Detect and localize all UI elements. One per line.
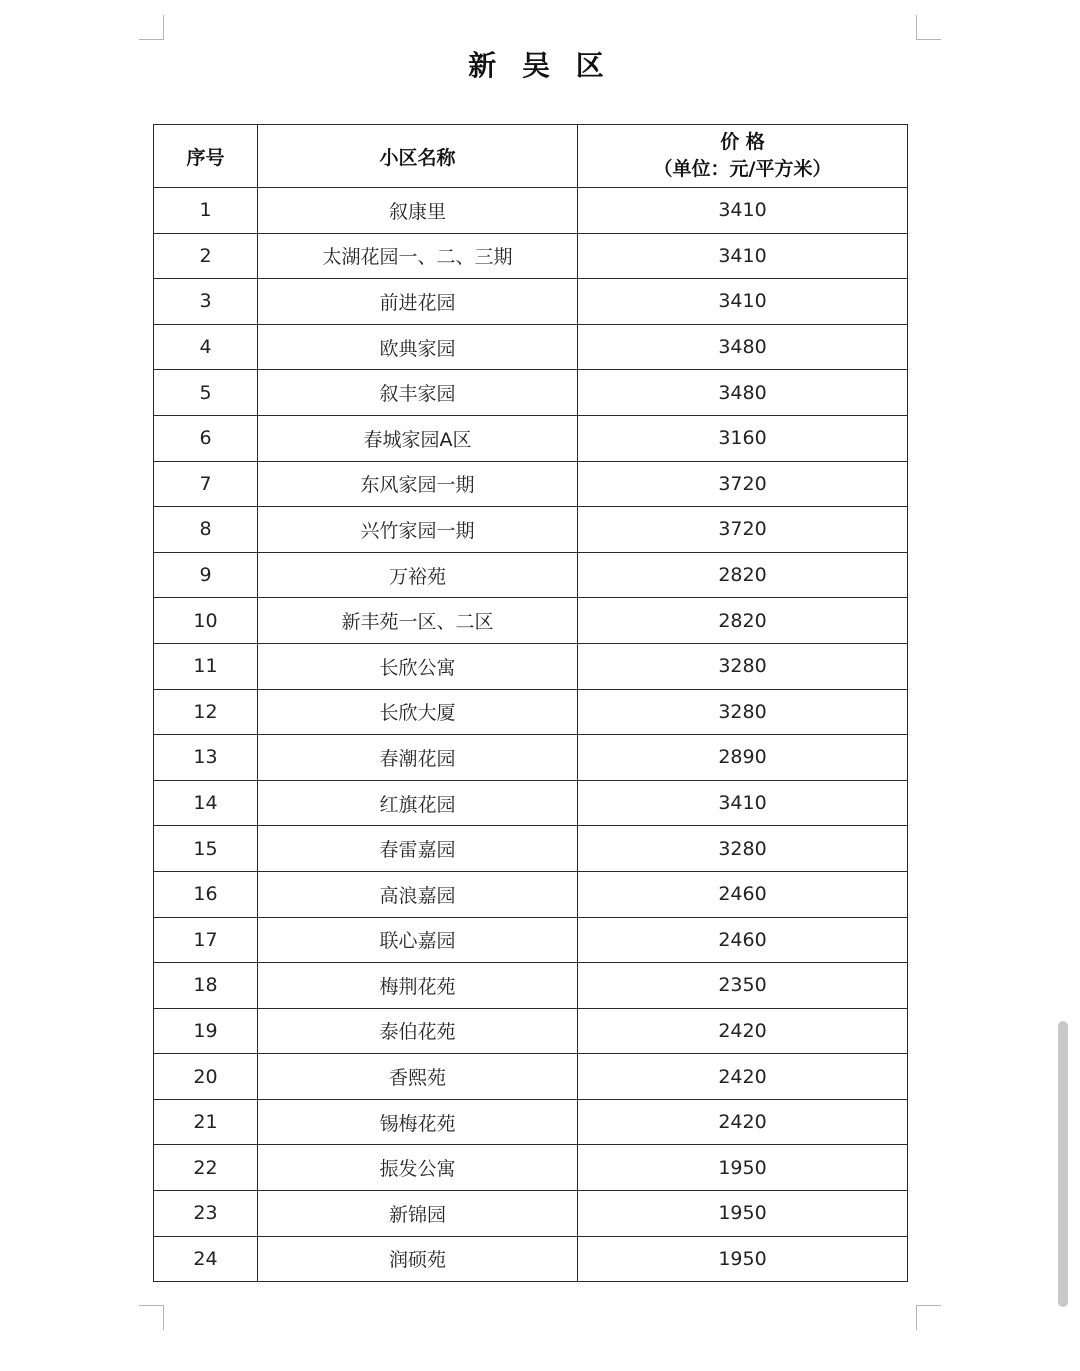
- table-row: [154, 1236, 908, 1282]
- page-title: 新 吴 区: [468, 49, 612, 82]
- cell-no: 15: [154, 826, 258, 872]
- cell-price: 2890: [578, 735, 908, 781]
- cell-no: 19: [154, 1008, 258, 1054]
- header-price: [578, 125, 908, 188]
- cell-name: 叙丰家园: [258, 370, 578, 416]
- table-row: [154, 552, 908, 598]
- table-row: [154, 643, 908, 689]
- cell-no: 17: [154, 917, 258, 963]
- cell-name: 润硕苑: [258, 1236, 578, 1282]
- cell-price: 2420: [578, 1054, 908, 1100]
- table-row: [154, 598, 908, 644]
- table-row: [154, 917, 908, 963]
- cell-price: 3280: [578, 826, 908, 872]
- cell-name: 长欣公寓: [258, 643, 578, 689]
- table-row: [154, 689, 908, 735]
- cell-price: 2820: [578, 598, 908, 644]
- cell-name: 锡梅花苑: [258, 1099, 578, 1145]
- cell-price: 1950: [578, 1236, 908, 1282]
- cell-no: 13: [154, 735, 258, 781]
- cell-name: 春潮花园: [258, 735, 578, 781]
- table-body: [154, 188, 908, 1282]
- cell-name: 东风家园一期: [258, 461, 578, 507]
- table-row: [154, 1145, 908, 1191]
- table-row: [154, 1054, 908, 1100]
- table-row: [154, 1008, 908, 1054]
- cell-no: 16: [154, 871, 258, 917]
- cell-name: 新锦园: [258, 1191, 578, 1237]
- table-row: [154, 370, 908, 416]
- cell-name: 兴竹家园一期: [258, 507, 578, 553]
- cell-name: 长欣大厦: [258, 689, 578, 735]
- cell-no: 24: [154, 1236, 258, 1282]
- cell-price: 3280: [578, 689, 908, 735]
- cell-no: 14: [154, 780, 258, 826]
- cell-price: 3480: [578, 370, 908, 416]
- price-table: [153, 124, 908, 1282]
- crop-mark-bottom-right: [916, 1305, 941, 1330]
- cell-name: 联心嘉园: [258, 917, 578, 963]
- cell-name: 红旗花园: [258, 780, 578, 826]
- cell-no: 6: [154, 415, 258, 461]
- table-row: [154, 780, 908, 826]
- cell-name: 梅荆花苑: [258, 963, 578, 1009]
- cell-no: 1: [154, 188, 258, 234]
- table-row: [154, 324, 908, 370]
- cell-name: 万裕苑: [258, 552, 578, 598]
- cell-price: 3410: [578, 233, 908, 279]
- cell-price: 3280: [578, 643, 908, 689]
- cell-no: 23: [154, 1191, 258, 1237]
- cell-price: 3410: [578, 279, 908, 325]
- cell-no: 21: [154, 1099, 258, 1145]
- cell-price: 2460: [578, 871, 908, 917]
- cell-name: 春城家园A区: [258, 415, 578, 461]
- cell-price: 2420: [578, 1008, 908, 1054]
- header-price-unit: （单位：元/平方米）: [653, 158, 832, 180]
- header-no: 序号: [154, 125, 258, 188]
- table-row: [154, 507, 908, 553]
- table-row: [154, 461, 908, 507]
- cell-no: 3: [154, 279, 258, 325]
- cell-no: 12: [154, 689, 258, 735]
- cell-no: 2: [154, 233, 258, 279]
- vertical-scrollbar[interactable]: [1058, 1021, 1068, 1307]
- table-row: [154, 1191, 908, 1237]
- table-row: [154, 188, 908, 234]
- cell-price: 2350: [578, 963, 908, 1009]
- cell-price: 3410: [578, 188, 908, 234]
- cell-no: 4: [154, 324, 258, 370]
- cell-no: 8: [154, 507, 258, 553]
- table-row: [154, 735, 908, 781]
- cell-name: 太湖花园一、二、三期: [258, 233, 578, 279]
- header-name: 小区名称: [258, 125, 578, 188]
- crop-mark-top-left: [139, 15, 164, 40]
- cell-price: 1950: [578, 1191, 908, 1237]
- table-row: [154, 1099, 908, 1145]
- cell-price: 2820: [578, 552, 908, 598]
- cell-no: 11: [154, 643, 258, 689]
- crop-mark-top-right: [916, 15, 941, 40]
- cell-price: 2460: [578, 917, 908, 963]
- cell-name: 欧典家园: [258, 324, 578, 370]
- cell-price: 1950: [578, 1145, 908, 1191]
- cell-no: 9: [154, 552, 258, 598]
- table-row: [154, 279, 908, 325]
- cell-name: 泰伯花苑: [258, 1008, 578, 1054]
- cell-no: 5: [154, 370, 258, 416]
- cell-name: 春雷嘉园: [258, 826, 578, 872]
- cell-no: 22: [154, 1145, 258, 1191]
- table-row: [154, 871, 908, 917]
- cell-name: 前进花园: [258, 279, 578, 325]
- table-row: [154, 826, 908, 872]
- cell-price: 3410: [578, 780, 908, 826]
- header-price-label: 价 格: [720, 131, 765, 153]
- cell-price: 3160: [578, 415, 908, 461]
- cell-name: 高浪嘉园: [258, 871, 578, 917]
- cell-name: 叙康里: [258, 188, 578, 234]
- crop-mark-bottom-left: [139, 1305, 164, 1330]
- cell-price: 3720: [578, 507, 908, 553]
- cell-name: 新丰苑一区、二区: [258, 598, 578, 644]
- cell-price: 2420: [578, 1099, 908, 1145]
- table-row: [154, 415, 908, 461]
- cell-name: 香熙苑: [258, 1054, 578, 1100]
- cell-price: 3480: [578, 324, 908, 370]
- cell-no: 7: [154, 461, 258, 507]
- cell-no: 18: [154, 963, 258, 1009]
- cell-price: 3720: [578, 461, 908, 507]
- cell-no: 20: [154, 1054, 258, 1100]
- table-row: [154, 233, 908, 279]
- table-row: [154, 963, 908, 1009]
- table-header-row: [154, 125, 908, 188]
- cell-no: 10: [154, 598, 258, 644]
- cell-name: 振发公寓: [258, 1145, 578, 1191]
